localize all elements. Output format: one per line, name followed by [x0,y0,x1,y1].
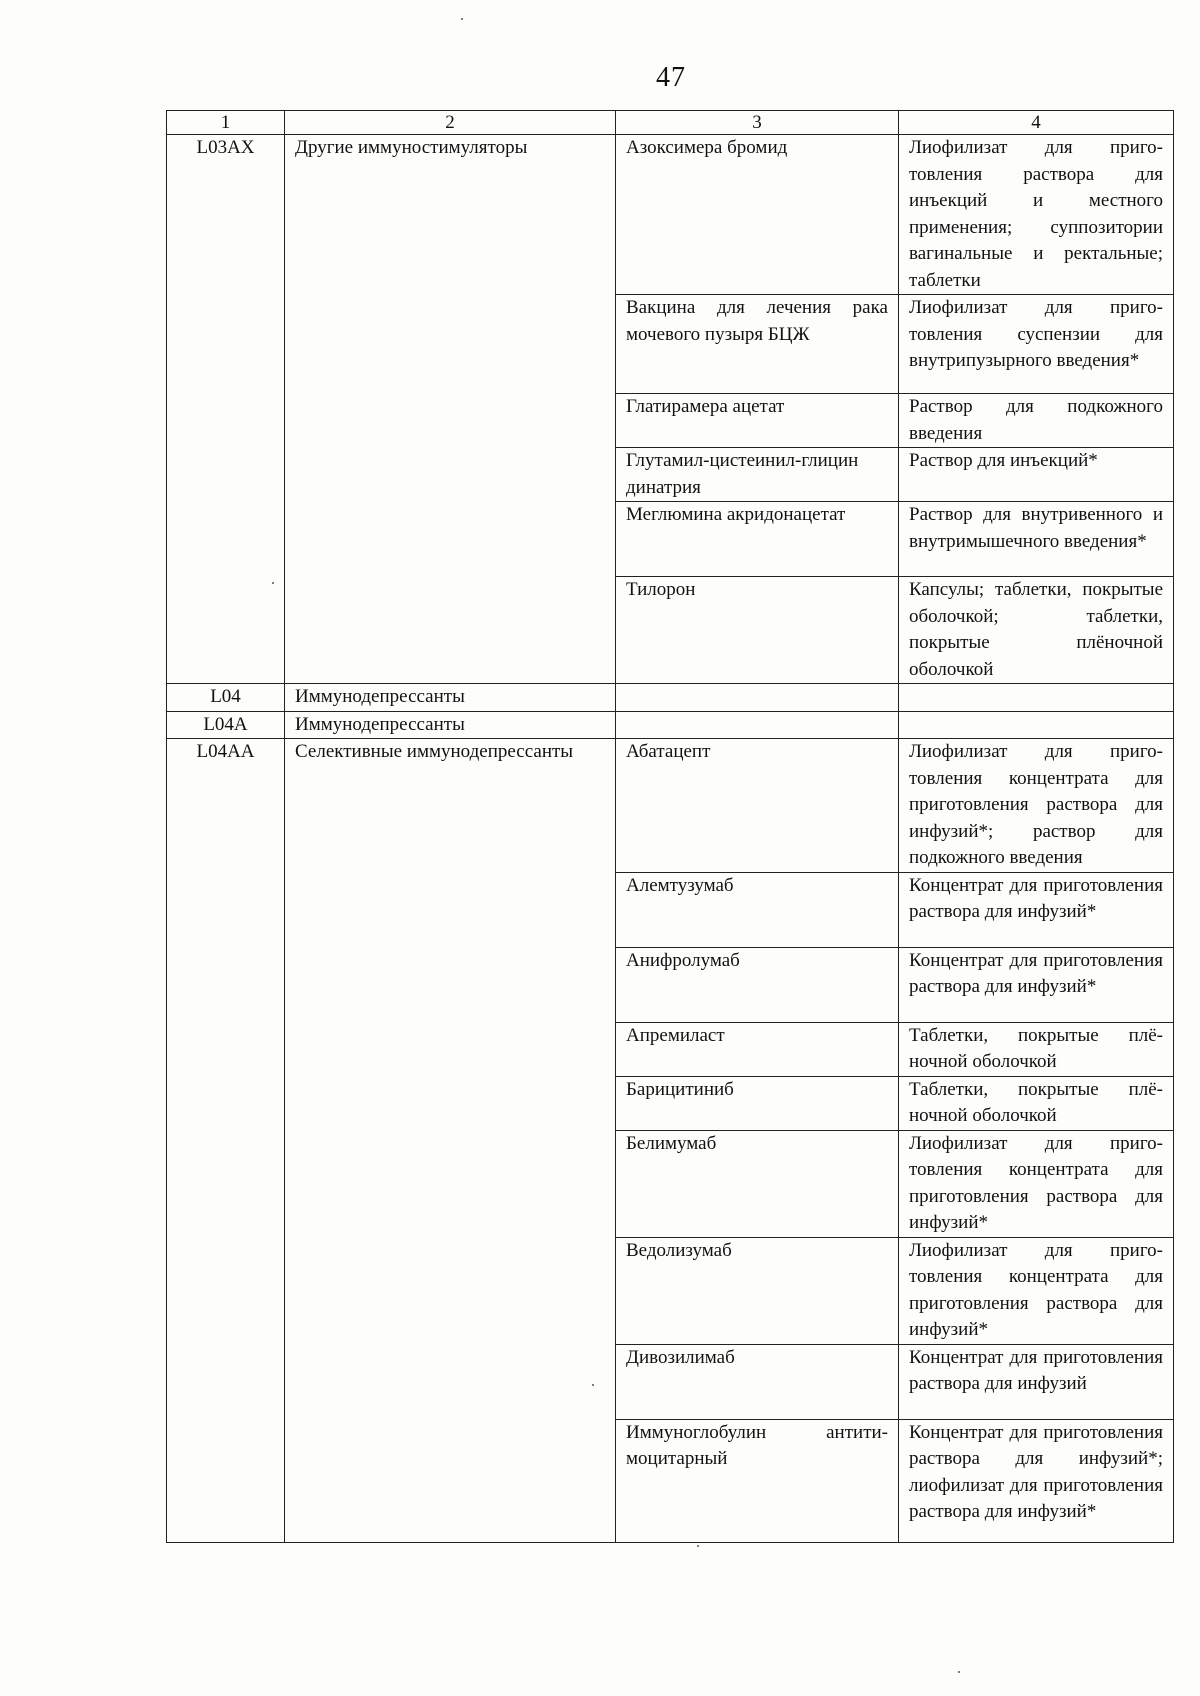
atc-code-cell: L04 [167,684,285,712]
dosage-form-cell: Лиофилизат для приготовления концентрата для приготовления раствора для инфузий* [899,1237,1174,1344]
dosage-form-cell: Лиофилизат для приготовления концентрата для приготовления раствора для инфузий* [899,1130,1174,1237]
table-header-row [167,111,1174,135]
scan-speck [958,1671,960,1673]
column-header-code: 1 [167,111,285,135]
dosage-form-cell: Концентрат для приготовления раствора для инфузий* [899,947,1174,1022]
drug-name-cell [616,711,899,739]
drug-name-cell: Азоксимера бромид [616,135,899,295]
group-name-cell: Иммунодепрессанты [285,684,616,712]
drug-name-cell: Дивозилимаб [616,1344,899,1419]
table-row [167,684,1174,712]
dosage-form-cell: Лиофилизат для приготовления раствора для инъекций и местного применения; суппозитории вагинальные и ректальные; таблетки [899,135,1174,295]
dosage-form-cell: Лиофилизат для приготовления концентрата для приготовления раствора для инфузий*; раствор для подкожного введения [899,739,1174,873]
drug-name-cell: Абатацепт [616,739,899,873]
dosage-form-cell: Капсулы; таблетки, покрытые оболочкой; таблетки, покрытые плёночной оболочкой [899,577,1174,684]
atc-code-cell: L04A [167,711,285,739]
dosage-form-cell: Концентрат для приготовления раствора для инфузий* [899,872,1174,947]
dosage-form-cell: Раствор для инъекций* [899,448,1174,502]
column-header-form: 4 [899,111,1174,135]
dosage-form-cell: Концентрат для приготовления раствора для инфузий*; лиофилизат для приготовления раствора для инфузий* [899,1419,1174,1542]
drug-name-cell: Тилорон [616,577,899,684]
table-row [167,711,1174,739]
scan-speck [697,1545,699,1547]
dosage-form-cell [899,711,1174,739]
table-row [167,739,1174,873]
drug-name-cell: Алемтузумаб [616,872,899,947]
dosage-form-cell: Лиофилизат для приготовления суспензии для внутрипузырного введения* [899,295,1174,394]
drug-name-cell: Вакцина для лечения рака мочевого пузыря БЦЖ [616,295,899,394]
drug-name-cell: Меглюмина акридонацетат [616,502,899,577]
drug-name-cell: Анифролумаб [616,947,899,1022]
drug-name-cell: Глатирамера ацетат [616,394,899,448]
drug-name-cell: Апремиласт [616,1022,899,1076]
column-header-group: 2 [285,111,616,135]
atc-code-cell: L03AX [167,135,285,684]
scan-speck [461,18,463,20]
atc-code-cell: L04AA [167,739,285,1543]
column-header-drug: 3 [616,111,899,135]
drug-list-table [166,110,1174,1543]
dosage-form-cell: Концентрат для приготовления раствора для инфузий [899,1344,1174,1419]
group-name-cell: Селективные иммунодепрессанты [285,739,616,1543]
dosage-form-cell: Раствор для внутривенного и внутримышечного введения* [899,502,1174,577]
dosage-form-cell: Таблетки, покрытые плёночной оболочкой [899,1022,1174,1076]
drug-name-cell: Ведолизумаб [616,1237,899,1344]
table-row [167,135,1174,295]
dosage-form-cell: Раствор для подкожного введения [899,394,1174,448]
dosage-form-cell [899,684,1174,712]
group-name-cell: Иммунодепрессанты [285,711,616,739]
drug-name-cell: Иммуноглобулин антитимоцитарный [616,1419,899,1542]
drug-name-cell [616,684,899,712]
page-number: 47 [656,62,686,93]
group-name-cell: Другие иммуностимуляторы [285,135,616,684]
drug-name-cell: Глутамил-цистеинил-глицин динатрия [616,448,899,502]
drug-name-cell: Барицитиниб [616,1076,899,1130]
dosage-form-cell: Таблетки, покрытые плёночной оболочкой [899,1076,1174,1130]
drug-name-cell: Белимумаб [616,1130,899,1237]
